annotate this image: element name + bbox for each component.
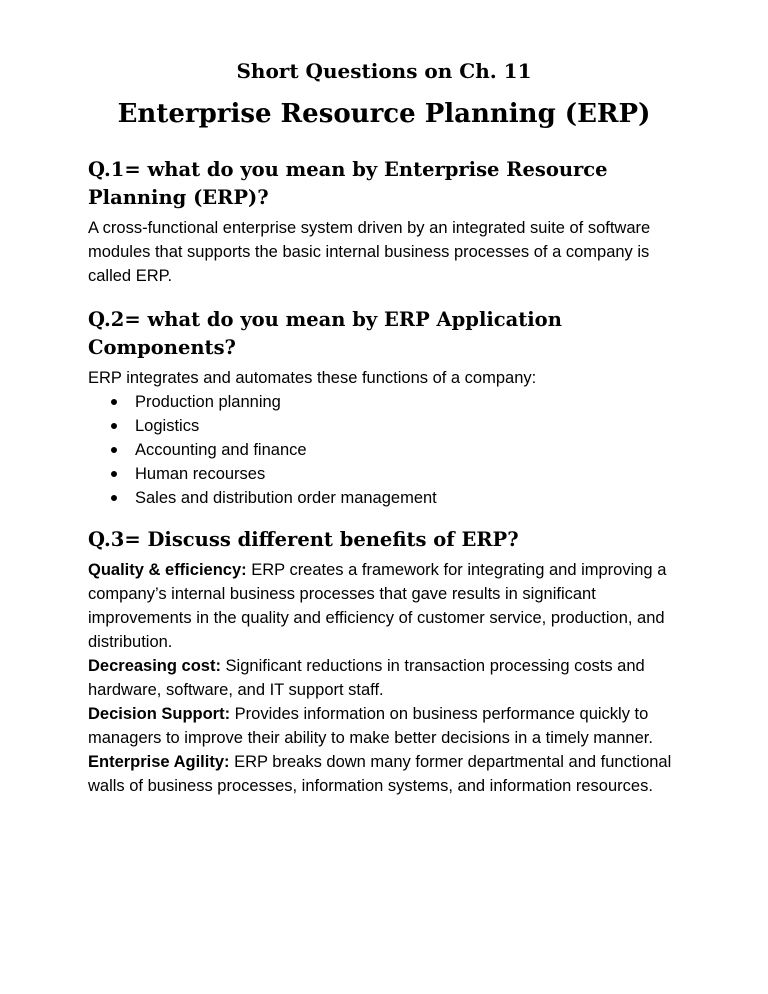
document-title: Enterprise Resource Planning (ERP) (117, 99, 651, 129)
benefit-agility (88, 750, 680, 798)
benefit-text: ERP breaks down many former departmental and functional walls of business processes, information systems, and information resources. (88, 753, 672, 795)
list-item (88, 390, 680, 414)
list-item (88, 486, 680, 510)
chapter-subtitle: Short Questions on Ch. 11 (236, 59, 532, 83)
answer-2-intro: ERP integrates and automates these functions of a company: (88, 369, 537, 387)
answer-1: A cross-functional enterprise system driven by an integrated suite of software modules that supports the basic internal business processes of a company is called ERP. (88, 219, 651, 285)
list-item (88, 462, 680, 486)
benefit-text: ERP creates a framework for integrating and improving a company’s internal business processes that gave results in significant improvements in the quality and efficiency of customer service, production, and distribution. (88, 561, 667, 651)
benefit-label: Quality & efficiency: (88, 561, 247, 579)
benefit-text: Provides information on business performance quickly to managers to improve their ability to make better decisions in a timely manner. (88, 705, 653, 747)
list-item (88, 414, 680, 438)
bullet-icon (111, 423, 117, 429)
document-page (88, 58, 680, 798)
benefit-label: Decreasing cost: (88, 657, 221, 675)
list-item-text: Accounting and finance (135, 441, 307, 459)
benefit-text: Significant reductions in transaction processing costs and hardware, software, and IT support staff. (88, 657, 645, 699)
list-item-text: Logistics (135, 417, 200, 435)
list-item-text: Human recourses (135, 465, 266, 483)
list-item (88, 438, 680, 462)
question-2: Q.2= what do you mean by ERP Application Components? (88, 308, 562, 359)
components-list (88, 390, 680, 510)
bullet-icon (111, 495, 117, 501)
bullet-icon (111, 471, 117, 477)
question-3: Q.3= Discuss different benefits of ERP? (88, 528, 519, 551)
list-item-text: Sales and distribution order management (135, 489, 437, 507)
bullet-icon (111, 399, 117, 405)
question-1: Q.1= what do you mean by Enterprise Resource Planning (ERP)? (88, 158, 608, 209)
benefit-quality (88, 558, 680, 654)
bullet-icon (111, 447, 117, 453)
benefit-decision-support (88, 702, 680, 750)
benefit-label: Decision Support: (88, 705, 231, 723)
benefit-label: Enterprise Agility: (88, 753, 230, 771)
benefit-cost (88, 654, 680, 702)
list-item-text: Production planning (135, 393, 281, 411)
